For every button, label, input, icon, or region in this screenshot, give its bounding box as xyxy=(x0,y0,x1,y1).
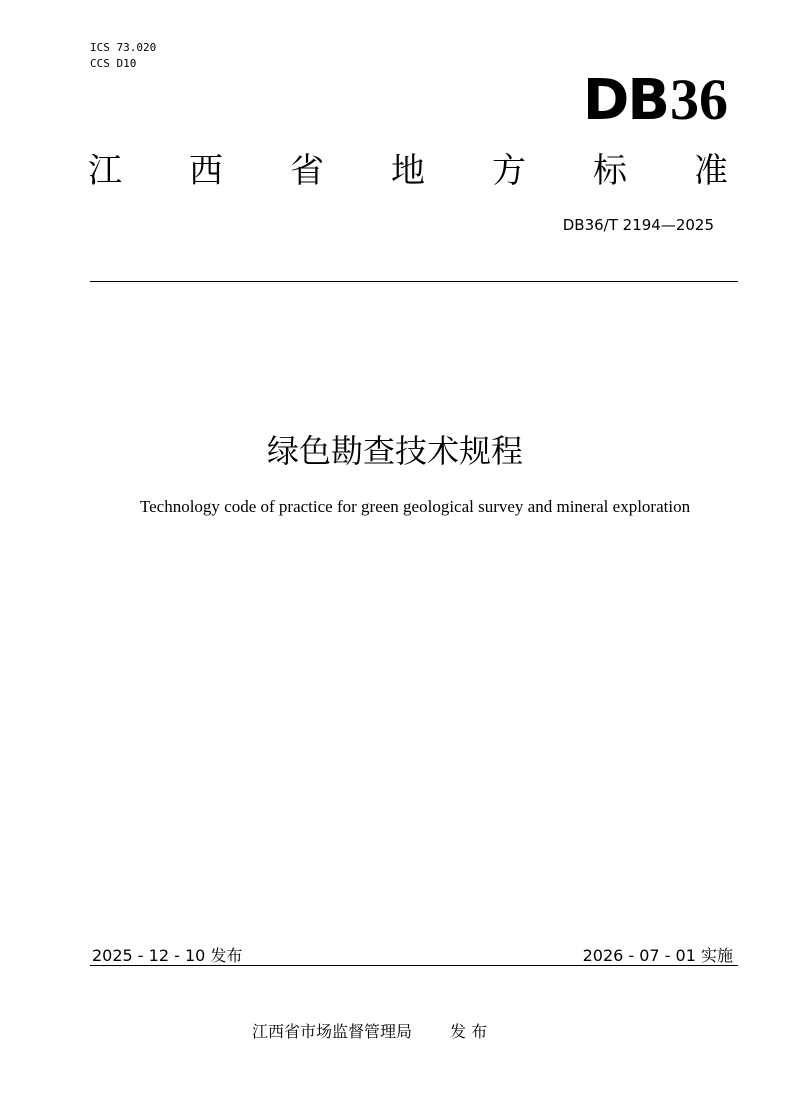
ics-code: ICS 73.020 xyxy=(90,41,157,54)
standard-mark-letters: DB xyxy=(582,68,668,133)
standard-mark-number: 36 xyxy=(670,67,728,132)
standard-type-char: 方 xyxy=(492,151,526,191)
standard-type-char: 江 xyxy=(88,151,122,191)
issue-date: 2025 - 12 - 10 发布 xyxy=(92,946,243,965)
footer-divider xyxy=(90,965,738,966)
document-title-english: Technology code of practice for green geological survey and mineral exploration xyxy=(139,497,691,516)
ccs-code: CCS D10 xyxy=(90,57,137,70)
issuer-action: 发 布 xyxy=(450,1022,488,1041)
standard-type-char: 标 xyxy=(593,151,627,191)
issuing-authority xyxy=(252,1019,487,1042)
header-divider xyxy=(90,281,738,282)
standard-type-char: 地 xyxy=(391,151,425,191)
implementation-date: 2026 - 07 - 01 实施 xyxy=(582,946,733,965)
standard-type-char: 准 xyxy=(694,151,728,191)
issuer-name: 江西省市场监督管理局 xyxy=(252,1022,413,1041)
classification-codes xyxy=(90,40,156,72)
standard-number: DB36/T 2194—2025 xyxy=(562,216,714,234)
standard-mark-logo xyxy=(583,68,728,133)
standard-type-heading xyxy=(88,148,728,194)
document-title-chinese: 绿色勘查技术规程 xyxy=(266,432,523,470)
standard-type-char: 省 xyxy=(290,151,324,191)
standard-type-char: 西 xyxy=(189,151,223,191)
